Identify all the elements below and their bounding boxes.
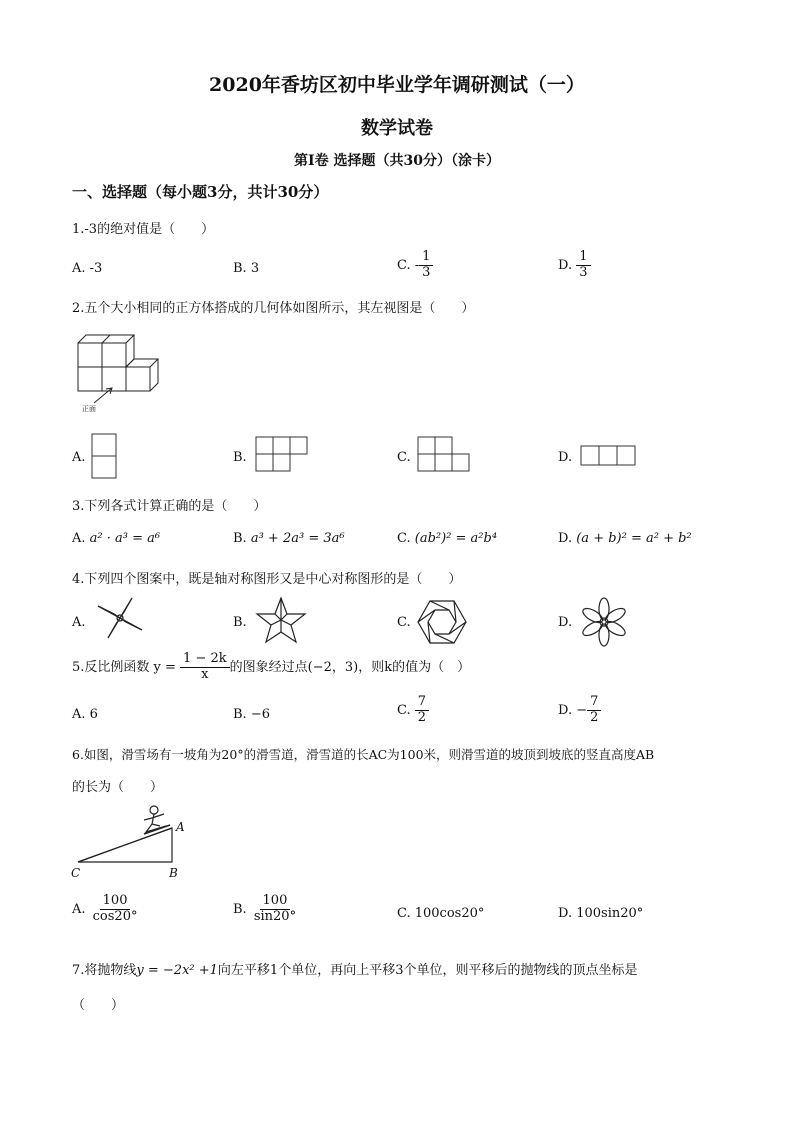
numerator: 1 [419,250,433,266]
option-label: B. [233,531,247,546]
question-2-option-a[interactable]: A. [72,450,86,465]
option-c-prefix: C. [397,702,415,718]
question-1-option-d[interactable] [558,250,591,281]
question-3-stem: 3.下列各式计算正确的是（ ） [72,499,267,514]
point-c-label: C [71,866,81,880]
page-subtitle: 数学试卷 [361,118,433,139]
fraction [415,695,429,726]
question-5-option-b[interactable]: B. −6 [233,707,270,722]
expression: (ab²)² = a²b⁴ [414,531,498,546]
section-heading: 一、选择题（每小题3分，共计30分） [72,183,329,201]
option-label: D. [558,531,573,546]
fraction [576,250,590,281]
numerator: 7 [587,695,601,711]
numerator: 100 [100,894,131,910]
fraction [419,250,433,281]
star-figure [253,596,309,646]
denominator: 2 [590,709,599,725]
question-7-stem [72,959,637,978]
view-a-figure [91,433,127,481]
question-3-option-c[interactable] [397,531,497,546]
question-1-option-c[interactable] [397,250,433,281]
option-d-prefix: D. [558,257,577,273]
stem-prefix: 7.将抛物线 [72,963,137,978]
page-title: 2020年香坊区初中毕业学年调研测试（一） [209,74,585,96]
expression: a² · a³ = a⁶ [89,531,161,546]
fraction [90,894,141,925]
view-d-figure [580,445,640,469]
expression: a³ + 2a³ = 3a⁶ [250,531,345,546]
option-label: A. [72,531,86,546]
question-4-option-c[interactable]: C. [397,615,411,630]
denominator: cos20° [92,908,138,924]
question-4-option-d[interactable]: D. [558,615,573,630]
cube-figure [72,333,167,415]
denominator: 3 [579,264,588,280]
question-3-option-a[interactable] [72,531,160,546]
denominator: 3 [422,264,431,280]
option-d-prefix: D. − [558,702,588,718]
question-2-option-b[interactable]: B. [233,450,247,465]
fraction [180,652,230,683]
question-5-option-c[interactable] [397,695,429,726]
question-1-option-b[interactable]: B. 3 [233,261,260,276]
denominator: x [201,666,209,682]
question-6-option-b[interactable] [233,894,299,925]
question-4-stem: 4.下列四个图案中，既是轴对称图形又是中心对称图形的是（ ） [72,572,462,587]
question-4-option-b[interactable]: B. [233,615,247,630]
hexagon-figure [414,596,470,648]
option-a-prefix: A. [72,901,90,917]
option-c-prefix: C. - [397,257,420,273]
point-a-label: A [176,820,185,834]
question-2-stem: 2.五个大小相同的正方体搭成的几何体如图所示，其左视图是（ ） [72,301,475,316]
pinwheel-figure [92,598,148,640]
question-3-option-d[interactable] [558,531,692,546]
question-2-option-c[interactable]: C. [397,450,411,465]
question-6-option-d[interactable]: D. 100sin20° [558,906,644,921]
numerator: 100 [260,894,291,910]
stem-suffix: 向左平移1个单位，再向上平移3个单位，则平移后的抛物线的顶点坐标是 [217,963,638,978]
parabola-expression: y = −2x² +1 [136,963,218,978]
option-label: C. [397,531,411,546]
question-7-answer-blank: （ ） [72,998,125,1013]
numerator: 1 [576,250,590,266]
question-1-stem: 1.-3的绝对值是（ ） [72,222,215,237]
question-5-option-d[interactable] [558,695,601,726]
stem-suffix: 的图象经过点(−2，3)，则k的值为（ ） [229,659,471,675]
expression: (a + b)² = a² + b² [576,531,692,546]
question-6-stem-line-2: 的长为（ ） [72,780,164,795]
question-2-option-d[interactable]: D. [558,450,573,465]
question-6-option-c[interactable]: C. 100cos20° [397,906,485,921]
question-6-option-a[interactable] [72,894,140,925]
question-5-stem [72,652,470,683]
denominator: sin20° [253,908,297,924]
view-b-figure [255,436,315,476]
question-6-stem-line-1: 6.如图，滑雪场有一坡角为20°的滑雪道，滑雪道的长AC为100米，则滑雪道的坡顶到坡底的竖直高度AB [72,747,655,762]
question-4-option-a[interactable]: A. [72,615,86,630]
flower-figure [578,596,630,648]
fraction [251,894,299,925]
denominator: 2 [417,709,427,725]
question-5-option-a[interactable]: A. 6 [72,707,98,722]
question-3-option-b[interactable] [233,531,345,546]
view-c-figure [417,436,477,476]
numerator: 7 [415,695,429,711]
question-1-option-a[interactable]: A. -3 [72,261,103,276]
numerator: 1 − 2k [180,652,230,668]
option-b-prefix: B. [233,901,251,917]
slope-figure [70,800,195,880]
fraction [587,695,601,726]
point-b-label: B [169,866,178,880]
part-heading: 第Ⅰ卷 选择题（共30分）（涂卡） [294,153,500,169]
front-label: 正面 [82,405,96,413]
stem-prefix: 5.反比例函数 y = [72,659,181,675]
